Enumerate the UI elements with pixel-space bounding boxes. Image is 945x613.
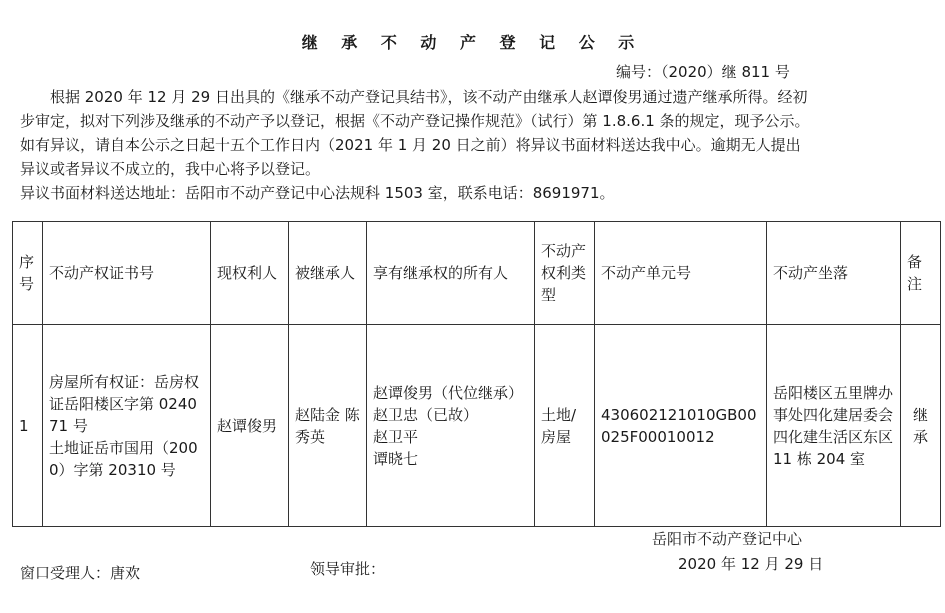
paragraph-line: 异议书面材料送达地址：岳阳市不动产登记中心法规科 1503 室，联系电话：8691971。 [20, 184, 615, 202]
cell-heirs [367, 325, 535, 527]
cell-cert [43, 325, 211, 527]
cell-holder: 赵谭俊男 [211, 325, 289, 527]
header-cell: 现权利人 [211, 222, 289, 325]
heir-line: 谭晓七 [373, 449, 419, 468]
cert-line: 房屋所有权证：岳房权证岳阳楼区字第 024071 号 [49, 372, 200, 435]
center-name: 岳阳市不动产登记中心 [652, 530, 803, 548]
header-cell: 不动产权利类型 [535, 222, 595, 325]
paragraph-line: 如有异议，请自本公示之日起十五个工作日内（2021 年 1 月 20 日之前）将异议书面材料送达我中心。逾期无人提出 [20, 136, 801, 154]
issue-date: 2020 年 12 月 29 日 [678, 555, 824, 573]
table-header-row [13, 222, 941, 325]
header-cell: 不动产坐落 [767, 222, 901, 325]
window-receiver: 窗口受理人：唐欢 [20, 564, 141, 582]
cell-location: 岳阳楼区五里牌办事处四化建居委会四化建生活区东区 11 栋 204 室 [767, 325, 901, 527]
cell-unit-no: 430602121010GB00025F00010012 [595, 325, 767, 527]
header-cell: 不动产单元号 [595, 222, 767, 325]
document-title: 继 承 不 动 产 登 记 公 示 [301, 33, 644, 52]
header-cell: 享有继承权的所有人 [367, 222, 535, 325]
header-cell: 不动产权证书号 [43, 222, 211, 325]
heir-line: 赵卫平 [373, 427, 419, 446]
cell-deceased: 赵陆金 陈秀英 [289, 325, 367, 527]
cert-line: 土地证岳市国用（2000）字第 20310 号 [49, 438, 198, 479]
notice-paragraph [20, 85, 920, 205]
header-cell: 被继承人 [289, 222, 367, 325]
header-cell: 备注 [901, 222, 941, 325]
registration-table [12, 221, 941, 527]
heir-line: 赵谭俊男（代位继承） [373, 383, 524, 402]
heir-line: 赵卫忠（已故） [373, 405, 479, 424]
paragraph-line: 步审定，拟对下列涉及继承的不动产予以登记，根据《不动产登记操作规范》（试行）第 1.8.6.1 条的规定，现予公示。 [20, 112, 810, 130]
cell-remark: 继承 [901, 325, 941, 527]
leader-approval: 领导审批： [310, 560, 386, 578]
table-row [13, 325, 941, 527]
cell-right-type: 土地/房屋 [535, 325, 595, 527]
paragraph-line: 根据 2020 年 12 月 29 日出具的《继承不动产登记具结书》，该不动产由继承人赵谭俊男通过遗产继承所得。经初 [50, 88, 808, 106]
document-number: 编号：（2020）继 811 号 [616, 63, 790, 81]
cell-no: 1 [13, 325, 43, 527]
paragraph-line: 异议或者异议不成立的，我中心将予以登记。 [20, 160, 321, 178]
header-cell: 序号 [13, 222, 43, 325]
